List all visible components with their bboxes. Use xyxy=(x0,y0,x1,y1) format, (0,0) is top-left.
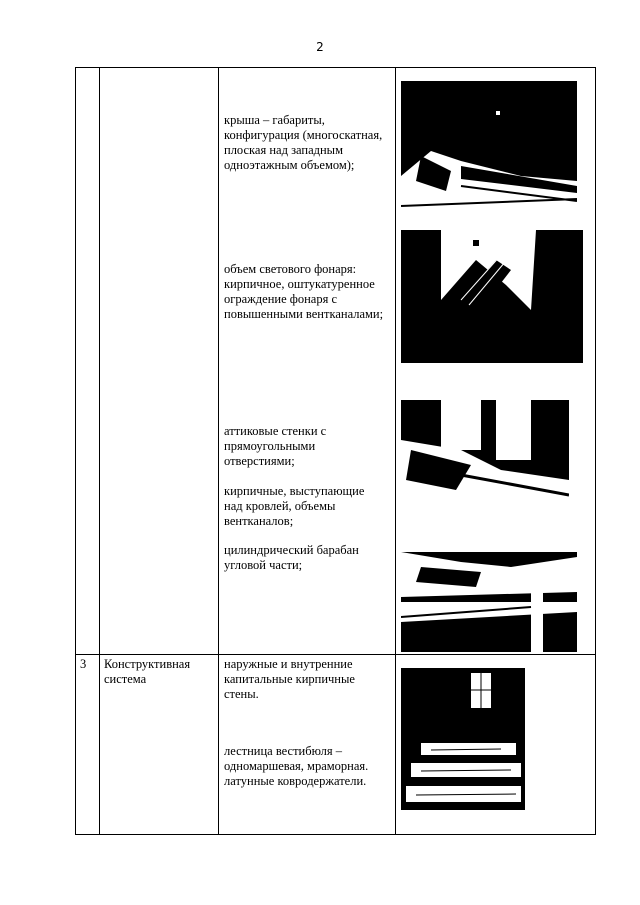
table-border-left xyxy=(75,67,76,835)
table-border-right xyxy=(595,67,596,835)
row-number: 3 xyxy=(80,657,87,671)
table-border-bottom xyxy=(75,834,596,835)
column-divider-name xyxy=(218,67,219,835)
photo-skylight xyxy=(401,230,583,363)
table-border-top xyxy=(75,67,596,68)
item-roof: крыша – габариты, конфигурация (многоскатная, плоская над западным одноэтажным объемом); xyxy=(224,113,383,172)
item-vent-volumes: кирпичные, выступающие над кровлей, объемы вентканалов; xyxy=(224,484,365,528)
item-corner-drum: цилиндрический барабан угловой части; xyxy=(224,543,359,572)
photo-staircase xyxy=(401,668,525,834)
photo-roof xyxy=(401,81,577,214)
column-divider-num xyxy=(99,67,100,835)
row-name: Конструктивная система xyxy=(104,657,191,686)
item-staircase: лестница вестибюля – одномаршевая, мраморная. латунные ковродержатели. xyxy=(224,744,369,788)
item-attic-walls: аттиковые стенки с прямоугольными отверстиями; xyxy=(224,424,327,468)
column-divider-desc xyxy=(395,67,396,835)
row-divider xyxy=(75,654,596,655)
item-skylight: объем светового фонаря: кирпичное, оштукатуренное ограждение фонаря с повышенными вентканалами; xyxy=(224,262,384,321)
photo-drum xyxy=(401,522,577,652)
item-walls: наружные и внутренние капитальные кирпичные стены. xyxy=(224,657,355,701)
page-number: 2 xyxy=(316,40,324,54)
photo-attic xyxy=(401,380,569,508)
